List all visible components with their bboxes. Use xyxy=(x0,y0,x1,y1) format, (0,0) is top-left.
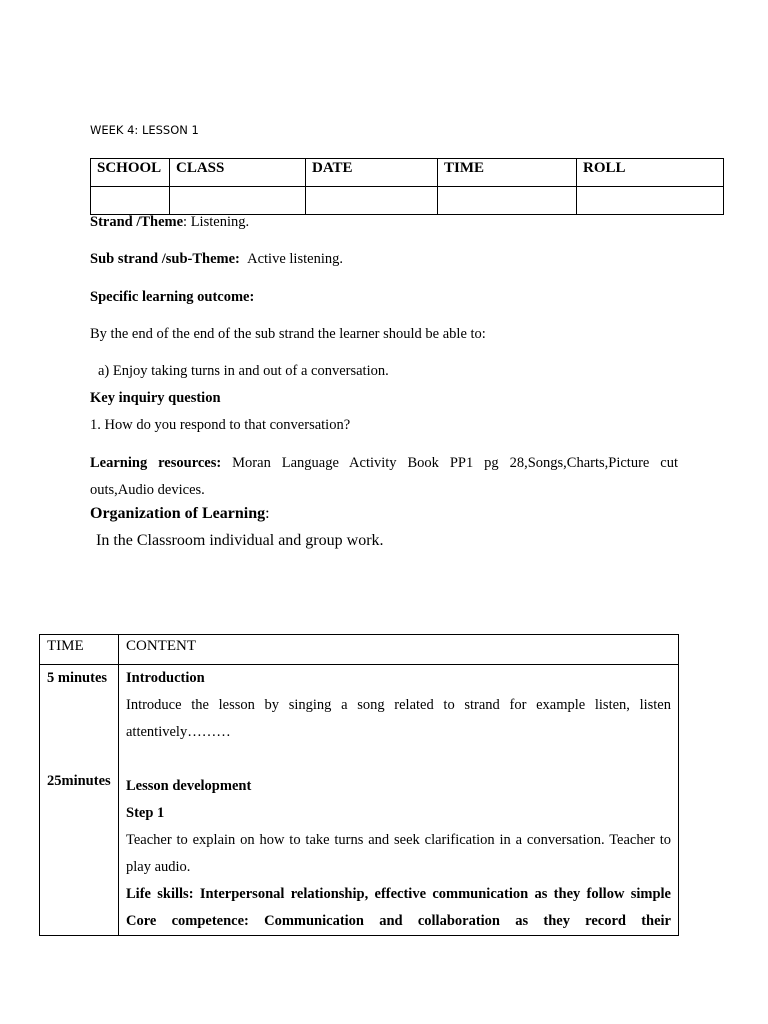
lesson-content-cell xyxy=(119,665,679,936)
header-col-class: CLASS xyxy=(170,159,306,187)
sub-strand-line xyxy=(90,251,343,268)
organization-value: In the Classroom individual and group work. xyxy=(96,532,384,549)
strand-line xyxy=(90,214,249,231)
lesson-col-content: CONTENT xyxy=(119,635,679,665)
header-col-school: SCHOOL xyxy=(91,159,170,187)
inquiry-item: 1. How do you respond to that conversation? xyxy=(90,417,351,433)
blank-line xyxy=(126,746,671,773)
organization-label: Organization of Learning xyxy=(90,505,266,522)
header-value-class[interactable] xyxy=(170,187,306,215)
intro-heading: Introduction xyxy=(126,670,205,686)
week-title: WEEK 4: LESSON 1 xyxy=(90,123,199,137)
header-col-time: TIME xyxy=(438,159,577,187)
outcome-intro: By the end of the end of the sub strand the learner should be able to: xyxy=(90,326,486,342)
header-value-school[interactable] xyxy=(91,187,170,215)
outcome-label: Specific learning outcome: xyxy=(90,289,255,305)
lesson-time-cell xyxy=(40,665,119,936)
header-value-roll[interactable] xyxy=(577,187,724,215)
outcome-item: a) Enjoy taking turns in and out of a conversation. xyxy=(98,363,389,379)
resources-value: Moran Language Activity Book PP1 pg 28,Songs,Charts,Picture cut outs,Audio devices. xyxy=(90,455,678,498)
organization-colon: : xyxy=(265,505,270,522)
sub-strand-value: Active listening. xyxy=(247,251,343,267)
step-heading: Step 1 xyxy=(126,805,165,821)
header-value-date[interactable] xyxy=(306,187,438,215)
header-table xyxy=(90,158,724,215)
strand-label: Strand /Theme xyxy=(90,214,184,230)
header-col-roll: ROLL xyxy=(577,159,724,187)
resources-label: Learning resources: xyxy=(90,455,222,471)
resources-paragraph xyxy=(90,450,678,504)
lesson-table xyxy=(39,634,679,936)
time-intro: 5 minutes xyxy=(47,670,108,686)
life-skills: Life skills: Interpersonal relationship, effective communication as they follow simple xyxy=(126,886,671,902)
step-text: Teacher to explain on how to take turns and seek clarification in a conversation. Teacher to play audio. xyxy=(126,832,671,875)
sub-strand-label: Sub strand /sub-Theme: xyxy=(90,251,240,267)
strand-value: : Listening. xyxy=(183,214,250,230)
intro-text: Introduce the lesson by singing a song related to strand for example listen, listen attentively……… xyxy=(126,697,671,740)
header-col-date: DATE xyxy=(306,159,438,187)
organization-heading xyxy=(90,505,270,523)
core-competence: Core competence: Communication and collaboration as they record their xyxy=(126,913,671,929)
lesson-col-time: TIME xyxy=(40,635,119,665)
time-development: 25minutes xyxy=(47,773,111,789)
inquiry-label: Key inquiry question xyxy=(90,390,221,406)
development-heading: Lesson development xyxy=(126,778,252,794)
header-value-time[interactable] xyxy=(438,187,577,215)
